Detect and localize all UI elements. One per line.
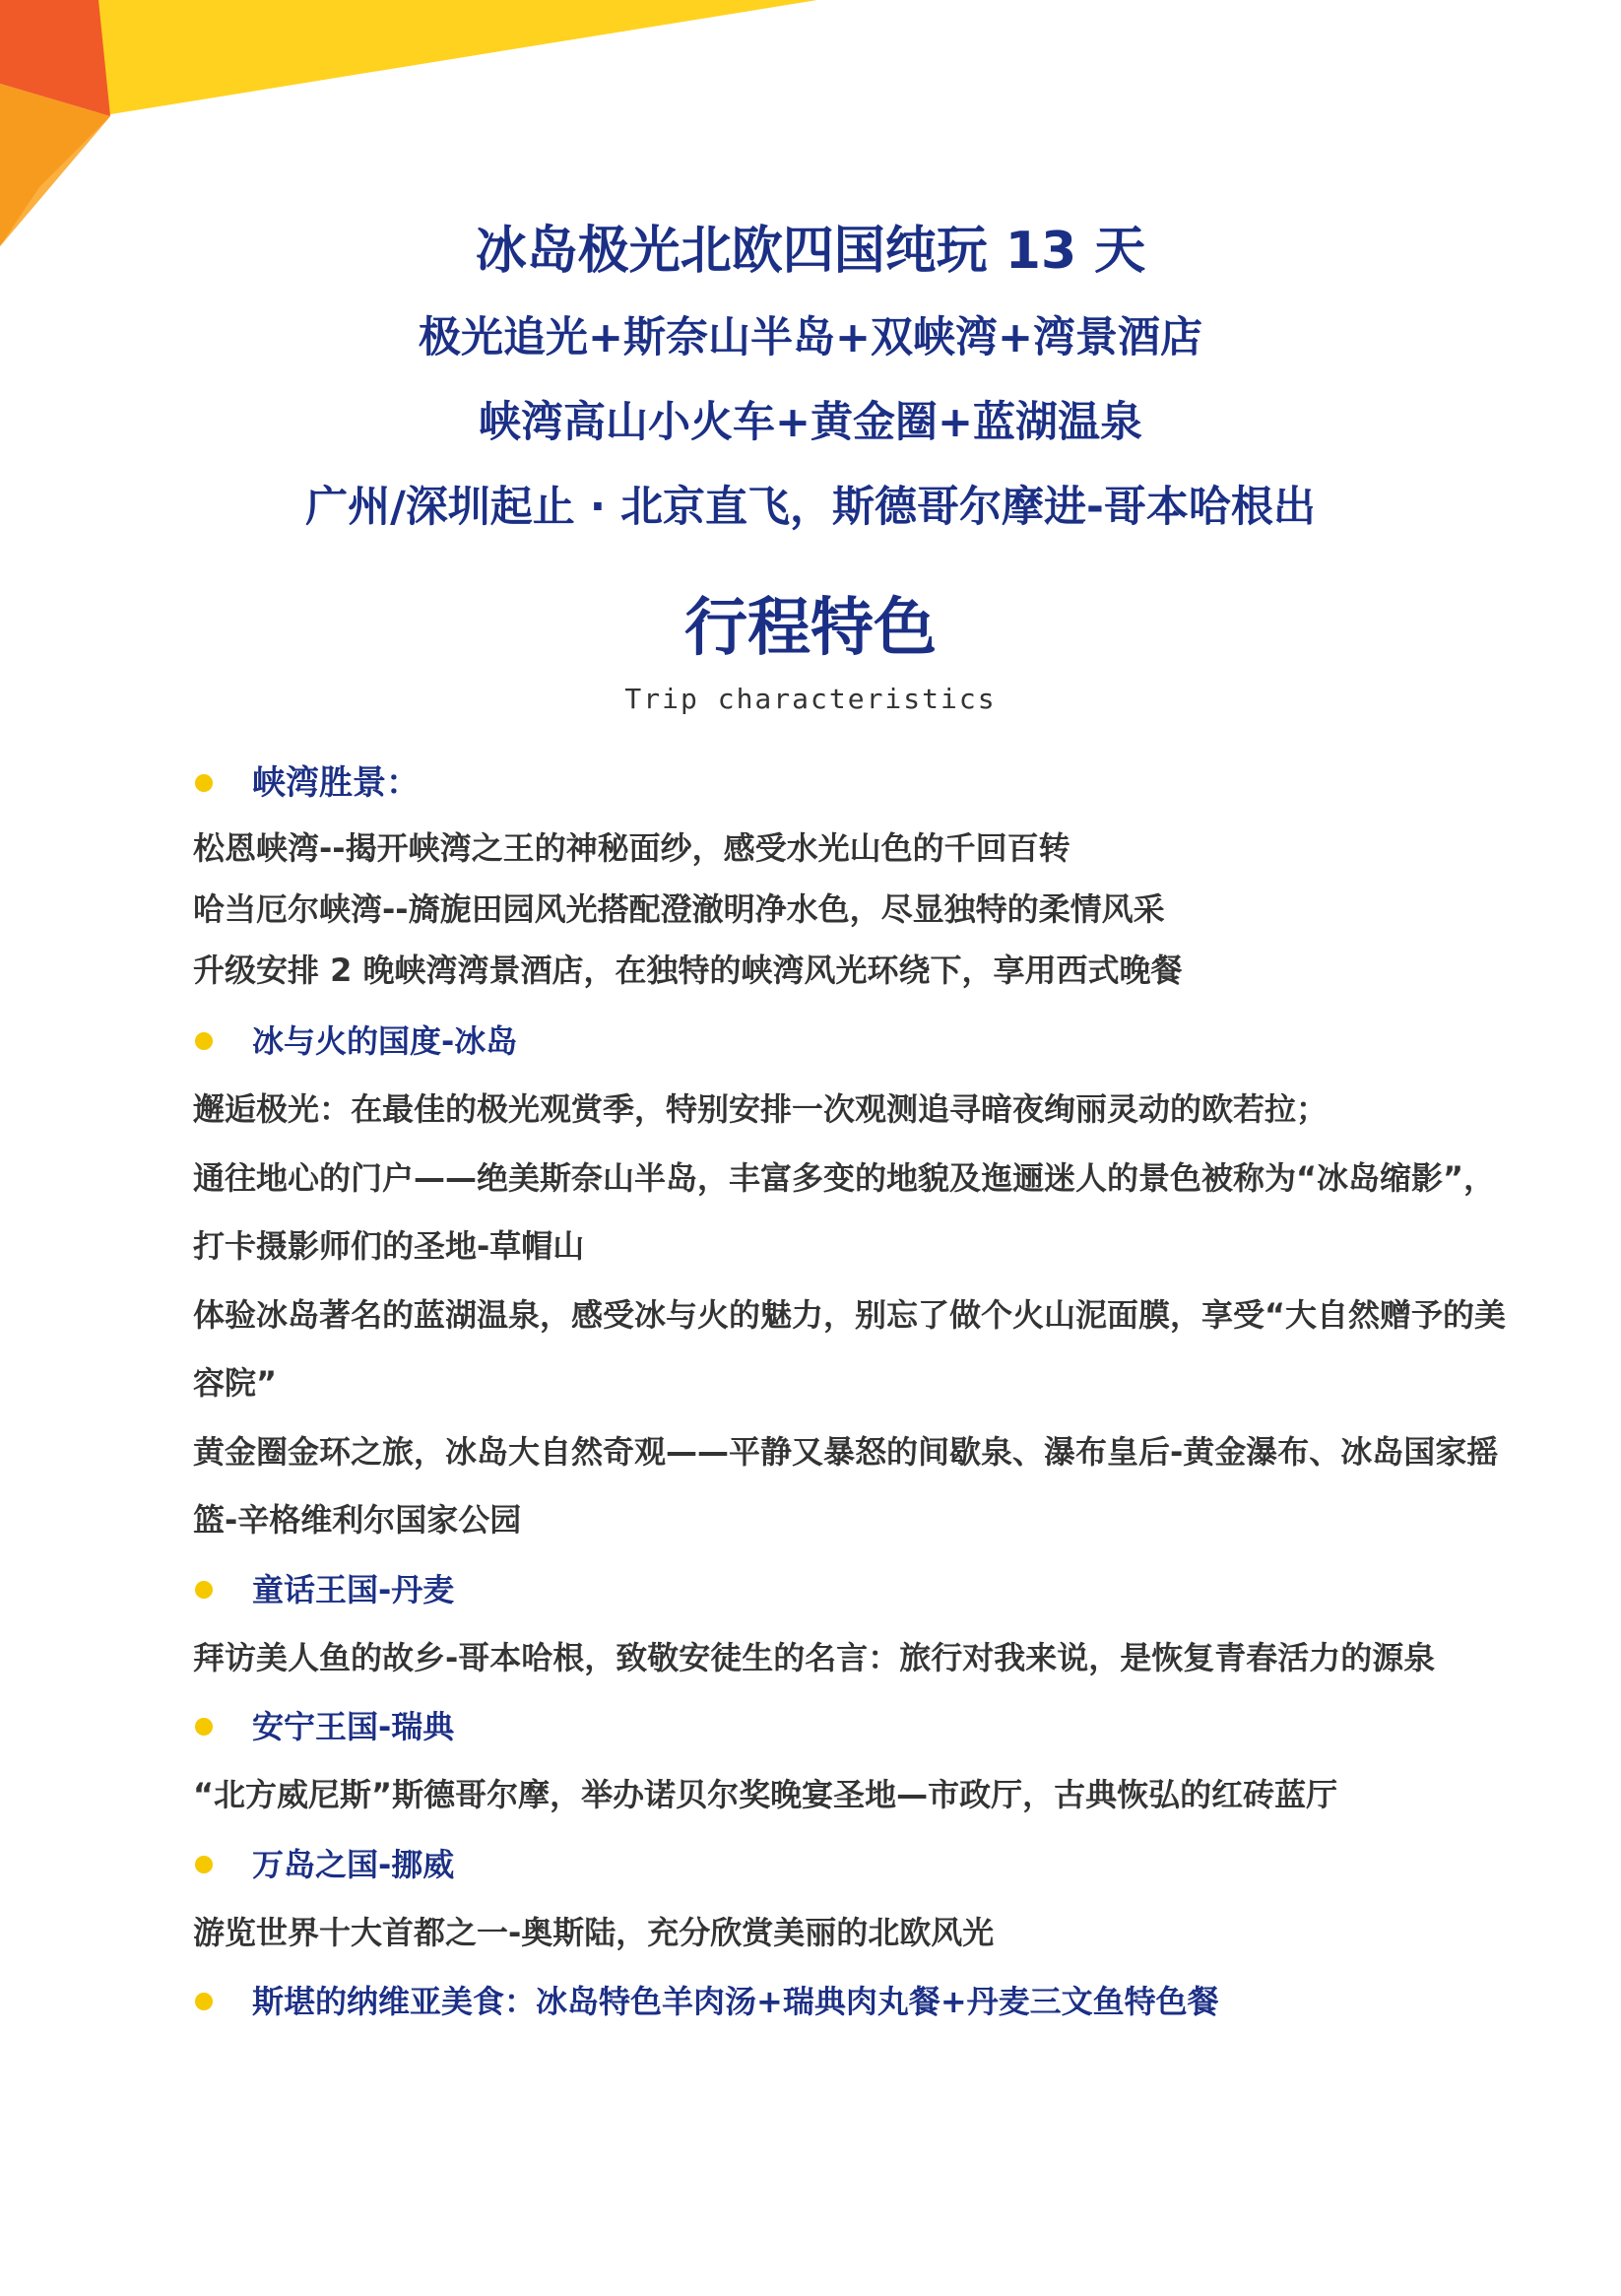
- heading-text: 安宁王国-瑞典: [252, 1708, 455, 1745]
- feature-heading-iceland: [193, 1007, 1473, 1076]
- main-title: 冰岛极光北欧四国纯玩 13 天: [475, 222, 1146, 281]
- bullet-icon: [195, 774, 213, 792]
- feature-line: “北方威尼斯”斯德哥尔摩，举办诺贝尔奖晚宴圣地—市政厅，古典恢弘的红砖蓝厅: [193, 1776, 1338, 1813]
- bullet-icon: [195, 1718, 213, 1736]
- food-detail: 冰岛特色羊肉汤+瑞典肉丸餐+丹麦三文鱼特色餐: [536, 1983, 1219, 2020]
- feature-line: 通往地心的门户——绝美斯奈山半岛，丰富多变的地貌及迤逦迷人的景色被称为“冰岛缩影”，: [193, 1158, 1496, 1197]
- subtitle-line-3: 广州/深圳起止 · 北京直飞，斯德哥尔摩进-哥本哈根出: [305, 483, 1316, 532]
- heading-text: 冰与火的国度-冰岛: [252, 1022, 518, 1060]
- section-title: 行程特色: [684, 592, 937, 665]
- feature-line: 拜访美人鱼的故乡-哥本哈根，致敬安徒生的名言：旅行对我来说，是恢复青春活力的源泉: [193, 1638, 1436, 1676]
- bullet-icon: [195, 1993, 213, 2010]
- feature-line: 游览世界十大首都之一-奥斯陆，充分欣赏美丽的北欧风光: [193, 1913, 995, 1951]
- feature-heading-norway: [193, 1830, 1473, 1899]
- heading-text: 童话王国-丹麦: [252, 1570, 455, 1608]
- feature-heading-food: [193, 1967, 1473, 2036]
- subtitle-line-1: 极光追光+斯奈山半岛+双峡湾+湾景酒店: [418, 313, 1203, 362]
- subtitle-line-2: 峡湾高山小火车+黄金圈+蓝湖温泉: [478, 398, 1143, 447]
- feature-line: 篮-辛格维利尔国家公园: [193, 1501, 522, 1539]
- feature-line: 邂逅极光：在最佳的极光观赏季，特别安排一次观测追寻暗夜绚丽灵动的欧若拉；: [193, 1090, 1329, 1128]
- feature-line: 升级安排 2 晚峡湾湾景酒店，在独特的峡湾风光环绕下，享用西式晚餐: [193, 951, 1183, 989]
- feature-line: 体验冰岛著名的蓝湖温泉，感受冰与火的魅力，别忘了做个火山泥面膜，享受“大自然赠予的美: [193, 1295, 1507, 1334]
- feature-heading-fjord: [193, 749, 1473, 818]
- heading-text: 峡湾胜景：: [252, 763, 420, 803]
- bullet-icon: [195, 1032, 213, 1050]
- feature-line: 容院”: [193, 1364, 278, 1402]
- feature-heading-denmark: [193, 1555, 1473, 1624]
- feature-heading-sweden: [193, 1692, 1473, 1761]
- bullet-icon: [195, 1856, 213, 1873]
- feature-line: 黄金圈金环之旅，冰岛大自然奇观——平静又暴怒的间歇泉、瀑布皇后-黄金瀑布、冰岛国家摇: [193, 1432, 1499, 1471]
- header-block: [0, 207, 1621, 550]
- feature-line: 哈当厄尔峡湾--旖旎田园风光搭配澄澈明净水色，尽显独特的柔情风采: [193, 890, 1165, 928]
- features-list: [193, 749, 1507, 2036]
- feature-line: 打卡摄影师们的圣地-草帽山: [193, 1227, 585, 1265]
- section-subtitle: Trip characteristics: [624, 683, 997, 715]
- heading-text: 斯堪的纳维亚美食：: [252, 1983, 537, 2020]
- heading-text: 万岛之国-挪威: [252, 1845, 455, 1883]
- bullet-icon: [195, 1581, 213, 1599]
- feature-line: 松恩峡湾--揭开峡湾之王的神秘面纱，感受水光山色的千回百转: [193, 829, 1070, 867]
